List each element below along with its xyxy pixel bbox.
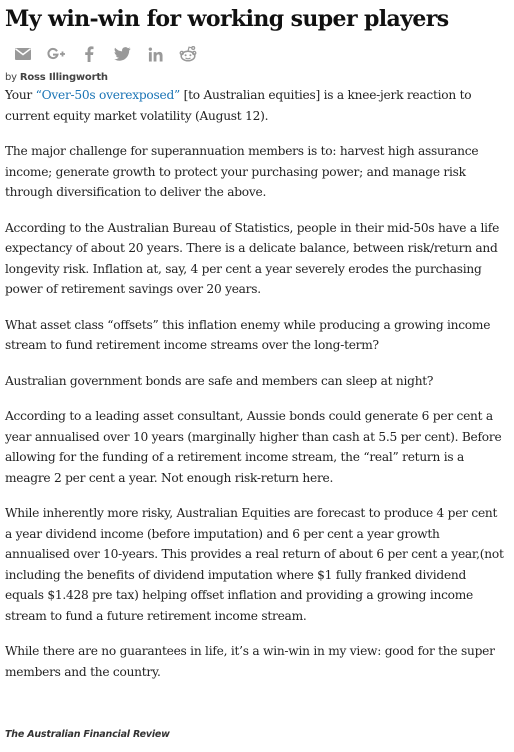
author-name[interactable]: Ross Illingworth [19,72,108,83]
paragraph: According to a leading asset consultant, Aussie bonds could generate 6 per cent a year annualised over 10 years (marginally higher than cash at 5.5 per cent). Before allowing for the funding of a retirement income stream, the “real” return is a meagre 2 per cent a year. Not enough risk-return here. [5,409,502,485]
paragraph: The major challenge for superannuation members is to: harvest high assurance income; generate growth to protect your purchasing power; and manage risk through diversification to deliver the above. [5,144,479,199]
email-icon[interactable] [13,44,33,64]
paragraph-text: [to Australian equities] is a knee-jerk reaction to current equity market volatility (August 12). [5,88,472,123]
twitter-icon[interactable] [112,44,132,64]
paragraph [5,85,506,126]
paragraph: While inherently more risky, Australian Equities are forecast to produce 4 per cent a year dividend income (before imputation) and 6 per cent a year growth annualised over 10-years. This provides a real return of about 6 per cent a year,(not including the benefits of dividend imputation where $1 fully franked dividend equals $1.428 pre tax) helping offset inflation and providing a growing income stream to fund a future retirement income stream. [5,506,504,623]
reddit-icon[interactable] [178,44,198,64]
paragraph-text: Your [5,88,36,102]
facebook-icon[interactable] [79,44,99,64]
byline-prefix: by [5,72,17,83]
referenced-article-link[interactable]: “Over-50s overexposed” [35,88,181,102]
byline [5,71,506,84]
paragraph: Australian government bonds are safe and members can sleep at night? [5,373,434,388]
google-plus-icon[interactable] [46,44,66,64]
paragraph: While there are no guarantees in life, it’s a win-win in my view: good for the super members and the country. [5,644,495,679]
paragraph: According to the Australian Bureau of Statistics, people in their mid-50s have a life expectancy of about 20 years. There is a delicate balance, between risk/return and longevity risk. Inflation at, say, 4 per cent a year severely erodes the purchasing power of retirement savings over 20 years. [5,220,500,296]
share-bar [13,41,506,67]
article-title: My win-win for working super players [5,6,449,32]
paragraph: What asset class “offsets” this inflation enemy while producing a growing income stream to fund retirement income streams over the long-term? [5,317,491,352]
publication-source: The Australian Financial Review [5,729,170,740]
article-body [5,85,506,682]
linkedin-icon[interactable] [145,44,165,64]
